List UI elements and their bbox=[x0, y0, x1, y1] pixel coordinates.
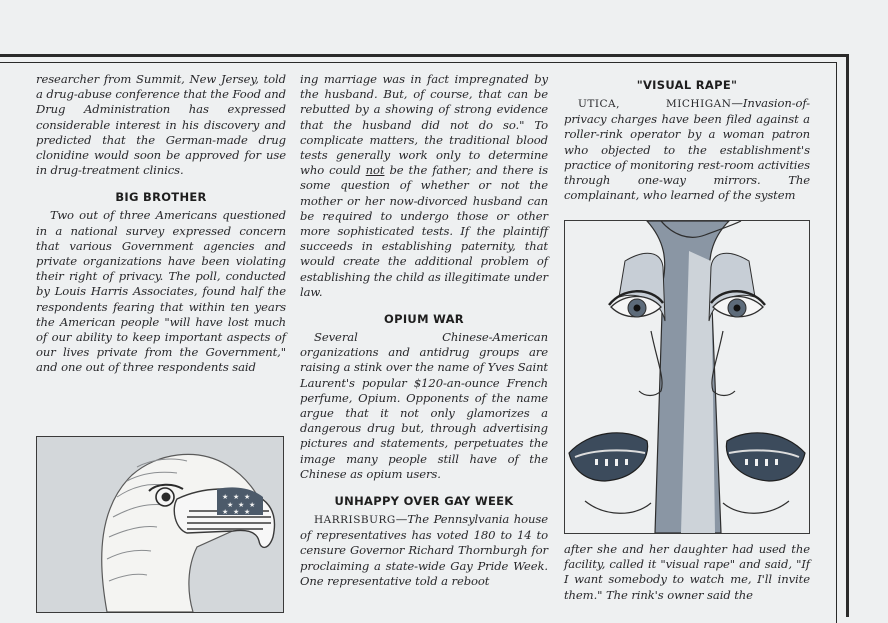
dateline-harrisburg: HARRISBURG bbox=[314, 514, 396, 527]
paragraph-paternity bbox=[300, 72, 548, 300]
column-middle bbox=[300, 72, 548, 589]
visual-rape-text: —Invasion-of-privacy charges have been filed against a roller-rink operator by a woman patron who objected to the establishment's practice of monitoring rest-room activities through one-way mirrors. The complainant, who learned of the system bbox=[564, 96, 810, 203]
svg-text:★: ★ bbox=[233, 493, 240, 501]
heading-unhappy-over-gay-week: UNHAPPY OVER GAY WEEK bbox=[334, 494, 514, 509]
svg-text:★: ★ bbox=[238, 501, 245, 509]
svg-text:★: ★ bbox=[244, 493, 251, 501]
svg-text:★: ★ bbox=[222, 508, 229, 516]
mirrored-faces-illustration bbox=[564, 220, 810, 534]
paternity-text-b: be the father; and there is some question of whether or not the mother or her now-divorced husband can be required to undergo those or other more sophisticated tests. If the plaintiff succeeds in establishing paternity, that would create the additional problem of establishing the child as illegitimate under law. bbox=[300, 163, 548, 299]
heading-big-brother: BIG BROTHER bbox=[115, 190, 207, 205]
paragraph-gay-week bbox=[300, 512, 548, 589]
heading-visual-rape: "VISUAL RAPE" bbox=[636, 78, 738, 92]
svg-text:★: ★ bbox=[233, 508, 240, 516]
dateline-utica: UTICA, MICHIGAN bbox=[578, 98, 732, 110]
paragraph-drug-researcher: researcher from Summit, New Jersey, told a drug-abuse conference that the Food and Drug Administration has expressed considerable interest in his discovery and predicted that the German-made drug clonidine would soon be approved for use in drug-treatment clinics. bbox=[36, 72, 286, 178]
svg-text:★: ★ bbox=[227, 501, 234, 509]
gay-week-text: —The Pennsylvania house of representatives has voted 180 to 14 to censure Governor Richard Thornburgh for proclaiming a state-wide Gay Pride Week. One representative told a reboot bbox=[300, 512, 548, 588]
svg-text:★: ★ bbox=[222, 493, 229, 501]
paragraph-big-brother: Two out of three Americans questioned in a national survey expressed concern that various Government agencies and private organizations have been violating their right of privacy. The poll, conducted by Louis Harris Associates, found half the respondents fearing that within ten years the American people "will have lost much of our ability to keep important aspects of our lives private from the Government," and one out of three respondents said bbox=[36, 208, 286, 375]
column-right bbox=[564, 72, 810, 203]
column-right-continued bbox=[564, 542, 810, 603]
paternity-emphasis-not: not bbox=[365, 163, 385, 178]
svg-text:★: ★ bbox=[244, 508, 251, 516]
paternity-text-a: ing marriage was in fact impregnated by the husband. But, of course, that can be rebutted by a showing of strong evidence that the husband did not do so." To complicate matters, the traditional blood tests generally work only to determine who could bbox=[300, 72, 548, 178]
heading-opium-war: OPIUM WAR bbox=[384, 312, 464, 327]
column-left bbox=[36, 72, 286, 376]
paragraph-visual-rape bbox=[564, 96, 810, 203]
eagle-flag-beak-drawing bbox=[37, 437, 283, 612]
paragraph-opium-war: Several Chinese-American organizations and antidrug groups are raising a stink over the name of Yves Saint Laurent's popular $120-an-ounce French perfume, Opium. Opponents of the name argue that it not only glamorizes a dangerous drug but, through advertising pictures and statements, perpetuates the image many people still have of the Chinese as opium users. bbox=[300, 330, 548, 481]
svg-text:★: ★ bbox=[249, 501, 256, 509]
paragraph-visual-rape-continued: after she and her daughter had used the facility, called it "visual rape" and said, "If I want somebody to watch me, I'll invite them." The rink's owner said the bbox=[564, 542, 810, 602]
faces-drawing bbox=[565, 221, 809, 533]
eagle-illustration bbox=[36, 436, 284, 613]
